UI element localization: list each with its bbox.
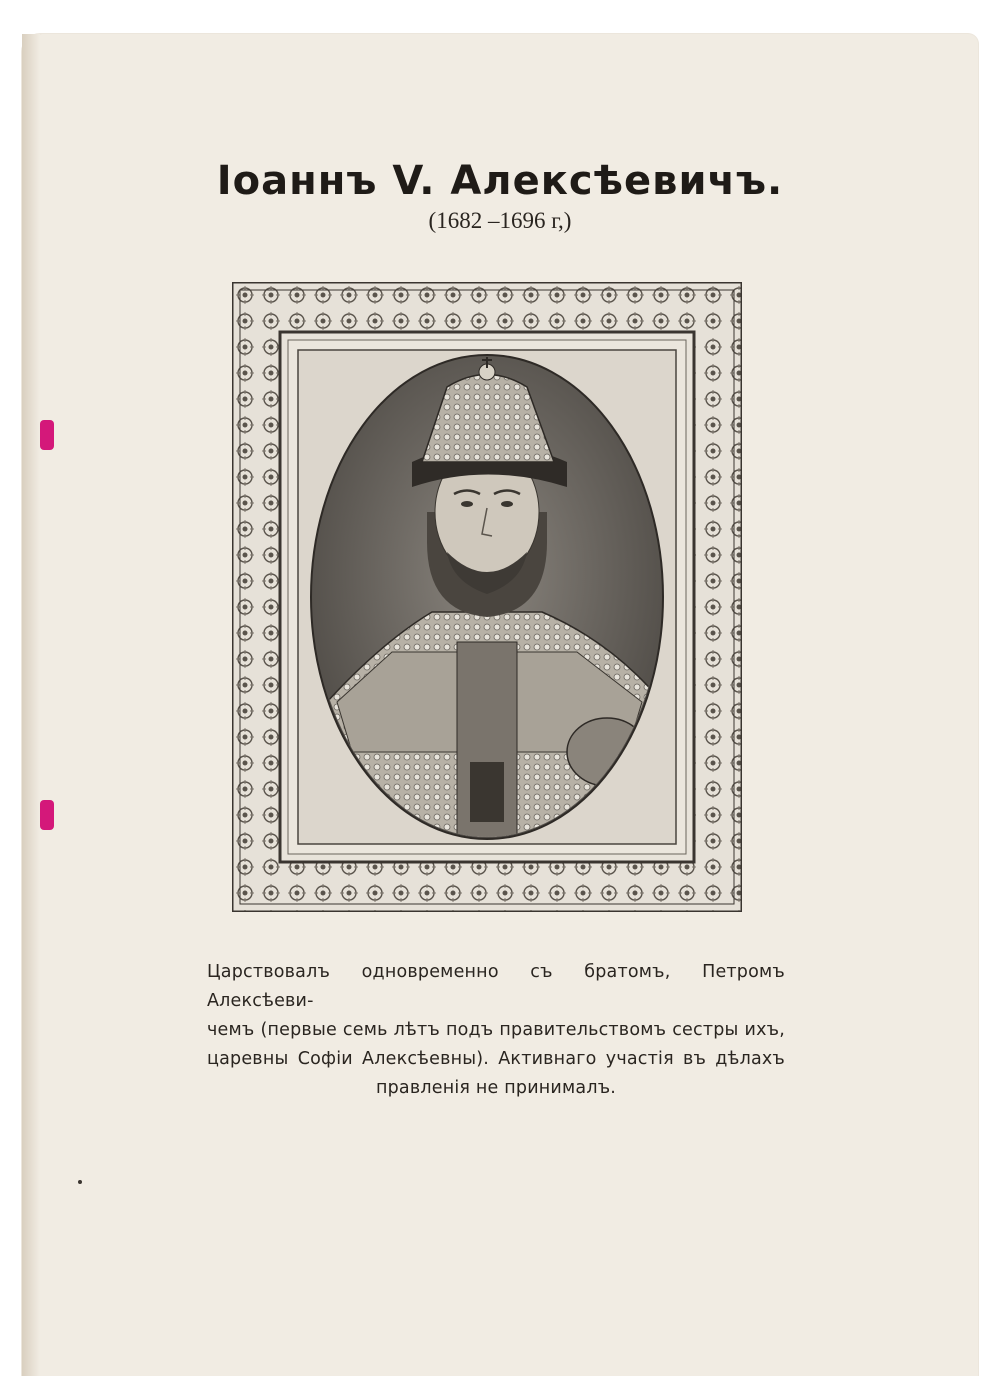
caption-line: царевны Софіи Алексѣевны). Активнаго участія въ дѣлахъ [207,1049,785,1069]
caption-line: Царствовалъ одновременно съ братомъ, Петромъ Алексѣеви- [207,962,785,1011]
ink-speck [78,1180,82,1184]
caption-line: правленія не принималъ. [375,1078,617,1098]
portrait-engraving [232,282,742,912]
caption-line: чемъ (первые семь лѣтъ подъ правительствомъ сестры ихъ, [207,1020,785,1040]
portrait-frame [232,282,742,912]
page-gutter-shadow [22,34,40,1376]
binding-thread-top [40,420,54,450]
reign-dates: (1682 –1696 г,) [428,208,572,233]
caption-paragraph [207,958,785,1103]
page-title: Іоаннъ V. Алексѣевичъ. [216,158,784,204]
binding-thread-bottom [40,800,54,830]
